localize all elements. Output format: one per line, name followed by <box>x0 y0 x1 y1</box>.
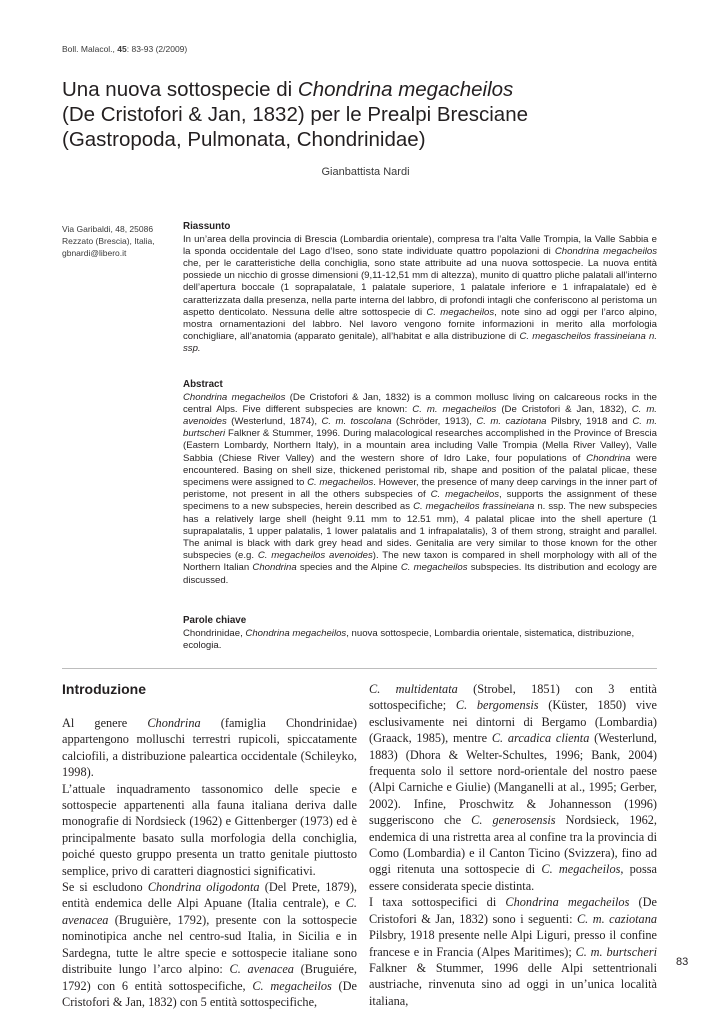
author-name: Gianbattista Nardi <box>321 166 410 178</box>
keywords-heading: Parole chiave <box>183 615 247 626</box>
riassunto-section <box>183 221 657 356</box>
text-run: (Westerlund, 1874), <box>226 415 322 427</box>
text-run: Pilsbry, 1918 presente nelle Alpi Liguri, presso il confine francese e in Francia (Alpes Maritimes); <box>369 928 657 959</box>
abstract-text <box>183 392 657 587</box>
body-paragraph <box>369 894 657 1009</box>
body-paragraph <box>62 715 357 781</box>
address-email: gbnardi@libero.it <box>62 248 127 258</box>
taxon-name: C. m. caziotana <box>576 911 658 926</box>
text-run: Se si escludono <box>62 880 148 895</box>
taxon-name: C. megacheilos <box>430 489 499 501</box>
taxon-name: C. multidentata <box>369 682 458 696</box>
address-city: Rezzato (Brescia), Italia, <box>62 236 155 246</box>
address-street: Via Garibaldi, 48, 25086 <box>62 224 154 234</box>
text-run: Al genere <box>62 716 148 730</box>
journal-citation <box>62 44 187 54</box>
taxon-name: C. m. burtscheri <box>183 415 657 440</box>
text-run: (Strobel, 1851) con 3 entità sottospecifiche; <box>369 682 658 713</box>
introduction-heading: Introduzione <box>62 681 146 697</box>
title-text: Una nuova sottospecie di <box>62 78 298 101</box>
taxon-name: C. megacheilos avenoides <box>257 550 373 562</box>
text-run: Falkner & Stummer, 1996 delle Alpi settentrionali austriache, rinvenuta sino ad oggi in un’unica località italiana, <box>369 960 657 1008</box>
text-run: (famiglia Chondrinidae) appartengono molluschi terrestri rupicoli, spiccatamente calciofili, a distribuzione paleartica occidentale (Schileyko, 1998). <box>62 716 358 780</box>
taxon-name: C. m. toscolana <box>321 415 392 427</box>
text-run: , supports the assignment of these specimens to a new subspecies, herein described as <box>183 489 657 513</box>
text-run: (De Cristofori & Jan, 1832) sono i seguenti: <box>369 895 657 926</box>
taxon-name: Chondrina <box>586 452 631 464</box>
keywords-text <box>183 628 657 652</box>
taxon-name: C. m. avenoides <box>183 403 657 427</box>
text-run: , nuova sottospecie, Lombardia orientale, sistematica, distribuzione, ecologia. <box>183 627 635 651</box>
section-divider <box>62 668 657 669</box>
journal-pages: : 83-93 (2/2009) <box>126 44 188 54</box>
journal-name: Boll. Malacol., <box>62 44 118 54</box>
text-run: (Schröder, 1913), <box>391 415 477 427</box>
taxon-name: C. megascheilos frassineiana n. ssp. <box>183 331 658 355</box>
body-paragraph: L’attuale inquadramento tassonomico delle specie e sottospecie appartenenti alla fauna italiana deriva dalle monografie di Nordsieck (1962) e Gittenberger (1973) ed è principalmente basato sulla morfologia della conchiglia, poiché questo gruppo presenta un tratto genitale piuttosto semplice, privo di caratteri diagnostici significativi. <box>62 781 357 878</box>
abstract-heading: Abstract <box>183 379 223 390</box>
taxon-name: C. m. megacheilos <box>412 403 497 415</box>
taxon-name: Chondrina megacheilos <box>505 895 630 910</box>
taxon-name: C. megacheilos <box>541 862 621 877</box>
text-run: subspecies. Its distribution and ecology are discussed. <box>183 562 658 586</box>
text-run: n. ssp. The new subspecies has a relatively large shell (height 9.11 mm to 12.51 mm), 4 palatal plicae into the shell aperture (1 suprapalatalis, 1 upper palatalis, 1 lower palatalis and 1 infrapalatalis), 3 of them strong, straight and parallel. The animal is black with dark grey head and sides. Genitalia are very similar to those known for the other subspecies (e.g. <box>183 501 657 562</box>
text-run: , note sino ad oggi per l’arco alpino, mostra ornamentazioni del labbro. Nel lavoro vengono fornite informazioni in merito alla morfologia conchigliare, all’anatomia (apparato genitale), all’habitat e alla distribuzione di <box>183 306 657 343</box>
body-paragraph <box>62 879 357 1010</box>
body-column-left <box>62 681 357 1010</box>
text-run: species and the Alpine <box>296 562 401 574</box>
taxon-name: Chondrina megacheilos <box>554 245 657 257</box>
body-column-right <box>369 681 657 1009</box>
text-run: (Bruguiére, 1792) con 6 entità sottospecifiche, <box>62 962 357 993</box>
paper-title <box>62 77 682 152</box>
text-run: In un’area della provincia di Brescia (Lombardia orientale), compresa tra l’alta Valle Trompia, la Valle Sabbia e la sponda occidentale del Lago d’Iseo, sono state individuate quattro popolazioni di <box>183 233 657 257</box>
text-run: I taxa sottospecifici di <box>369 895 506 910</box>
taxon-name: C. bergomensis <box>455 698 539 713</box>
text-run: Chondrinidae, <box>183 627 246 639</box>
taxon-name: Chondrina <box>252 562 297 574</box>
keywords-section <box>183 615 657 652</box>
taxon-name: C. megacheilos <box>252 978 332 993</box>
text-run: (De Cristofori & Jan, 1832), <box>496 403 632 415</box>
text-run: (De Cristofori & Jan, 1832) is a common mollusc living on calcareous rocks in the central Alps. Five different subspecies are known: <box>183 391 657 415</box>
title-line-3: (Gastropoda, Pulmonata, Chondrinidae) <box>62 128 426 151</box>
taxon-name: C. megacheilos <box>426 306 495 318</box>
title-taxon: Chondrina megacheilos <box>297 78 514 101</box>
taxon-name: C. m. burtscheri <box>575 944 657 959</box>
author-address <box>62 223 172 259</box>
text-run: (Westerlund, 1883) (Dhora & Welter-Schultes, 1996; Bank, 2004) frequenta solo il settore nord-orientale del nostro paese (Alpi Carniche e Giulie) (Manganelli at al., 1995; Gerber, 2002). Infine, Proschwitz & Johannesson (1996) suggeriscono che <box>369 731 657 828</box>
taxon-name: C. megacheilos frassineiana <box>413 501 535 513</box>
text-run: ). The new taxon is compared in shell morphology with all of the Northern Italian <box>183 550 657 574</box>
text-run: . However, the presence of many deep carvings in the inner part of peristome, not present in all the others subspecies of <box>183 476 658 501</box>
text-run: Falkner & Stummer, 1996. During malacological researches accomplished in the Province of Brescia (Eastern Lombardy, Northern Italy), in a mountain area including Valle Trompia (Mella River Valley), Valle Sabbia (Chiese River Valley) and the western shore of Idro Lake, four populations of <box>183 428 657 464</box>
taxon-name: C. avenacea <box>62 896 357 927</box>
riassunto-text <box>183 234 657 356</box>
text-run: were encountered. Basing on shell size, thickened peristomal rib, shape and position of the palatal plicae, these specimens were assigned to <box>183 452 657 488</box>
riassunto-heading: Riassunto <box>183 221 231 232</box>
taxon-name: Chondrina megacheilos <box>245 627 347 639</box>
text-run: (Bruguière, 1792), presente con la sottospecie nominotipica anche nel centro-sud Italia, in Sicilia e in Sardegna, tutte le altre specie e sottospecie italiane sono distribuite lungo l’arco alpino: <box>62 912 357 977</box>
taxon-name: C. megacheilos <box>400 562 468 574</box>
title-line-2: (De Cristofori & Jan, 1832) per le Prealpi Bresciane <box>62 103 529 126</box>
text-run: (De Cristofori & Jan, 1832) con 5 entità sottospecifiche, <box>62 978 357 1009</box>
body-paragraph-continued <box>369 681 657 894</box>
taxon-name: C. m. caziotana <box>476 415 547 427</box>
text-run: Pilsbry, 1918 and <box>546 415 633 427</box>
text-run: Nordsieck, 1962, endemica di una ristretta area al confine tra la provincia di Como (Lombardia) e il Canton Ticino (Svizzera), fino ad oggi ritenuta una sottospecie di <box>369 813 658 877</box>
page-number: 83 <box>676 956 689 968</box>
author-line <box>0 166 725 178</box>
journal-volume: 45 <box>117 44 127 54</box>
taxon-name: C. megacheilos <box>307 476 374 488</box>
text-run: , possa essere considerata specie distinta. <box>369 862 657 893</box>
text-run: che, per le caratteristiche della conchiglia, sono state attribuite ad una nuova sottospecie. La nuova entità possiede un nicchio di grosse dimensioni (9,11-12,51 mm di altezza), munito di quattro pliche palatali all’interno dell’apertura boccale (1 soprapalatale, 1 palatale superiore, 1 palatale inferiore e 1 infrapalatale) ed è caratterizzata dalla presenza, nella parte interna del labbro, di profondi intagli che conferiscono al peristoma un aspetto denticolato. Nessuna delle altre sottospecie di <box>183 257 657 318</box>
taxon-name: C. avenacea <box>229 962 294 977</box>
text-run: (Küster, 1850) vive esclusivamente nei dintorni di Bergamo (Lombardia) (Graack, 1985), mentre <box>369 698 658 746</box>
taxon-name: C. generosensis <box>471 813 556 828</box>
taxon-name: Chondrina megacheilos <box>183 391 286 403</box>
abstract-section <box>183 379 657 587</box>
taxon-name: C. arcadica clienta <box>491 731 590 746</box>
taxon-name: Chondrina oligodonta <box>147 880 260 895</box>
taxon-name: Chondrina <box>147 716 201 730</box>
text-run: (Del Prete, 1879), entità endemica delle Alpi Apuane (Italia centrale), e <box>62 880 357 911</box>
